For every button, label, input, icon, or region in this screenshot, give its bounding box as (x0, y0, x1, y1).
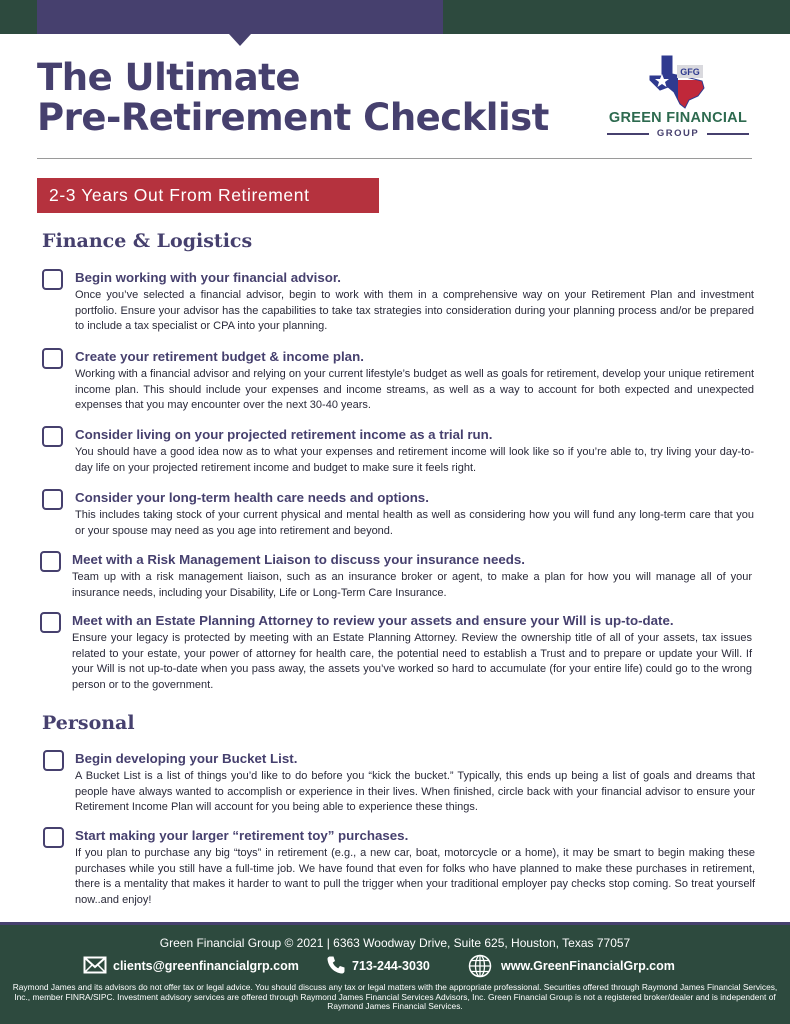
item-description: Working with a financial advisor and relying on your current lifestyle’s budget as well as goals for retirement, develop your unique retirement income plan. This should include your expenses and income streams, as well as a way to account for both expected and unexpected expenses that you may encounter over the next 30-40 years. (75, 368, 754, 412)
item-description: Once you’ve selected a financial advisor, begin to work with them in a comprehensive way on your Retirement Plan and investment portfolio. Ensure your advisor has the capabilities to take tax strategies into consideration during your planning process and/or be prepared to include a tax specialist or CPA into your planning. (75, 289, 754, 333)
item-description: Team up with a risk management liaison, such as an insurance broker or agent, to make a plan for how you will manage all of your insurance needs, including your Disability, Life or Long-Term Care Insurance. (72, 571, 752, 599)
item-title: Consider your long-term health care needs and options. (75, 490, 429, 505)
checklist-item (40, 551, 752, 601)
footer-accent-line (0, 922, 790, 925)
checklist-item (42, 489, 754, 539)
logo-company-name: GREEN FINANCIAL (608, 110, 748, 126)
page-title-line-1: The Ultimate (37, 56, 300, 99)
section-heading-personal: Personal (42, 712, 135, 734)
globe-icon (468, 954, 492, 978)
footer (0, 922, 790, 1024)
checklist-item (42, 269, 754, 335)
logo-monogram: GFG (680, 67, 700, 77)
checkbox[interactable] (42, 269, 63, 290)
top-tab-decoration (37, 0, 443, 34)
item-title: Meet with a Risk Management Liaison to discuss your insurance needs. (72, 552, 525, 567)
item-title: Consider living on your projected retirement income as a trial run. (75, 427, 493, 442)
footer-website: www.GreenFinancialGrp.com (501, 959, 675, 973)
item-description: You should have a good idea now as to what your expenses and retirement income will look like so if you’re able to, try living your day-to-day life on your projected retirement income and budget to make sure it feels right. (75, 446, 754, 474)
item-description: This includes taking stock of your current physical and mental health as well as considering how you will fund any long-term care that you or your spouse may need as you age into retirement and beyond. (75, 509, 754, 537)
phone-icon (326, 955, 346, 975)
item-description: Ensure your legacy is protected by meeting with an Estate Planning Attorney. Review the ownership title of all of your assets, tax issues related to your estate, your power of attorney for health care, the potential need to establish a Trust and to prepare or update your Will. If your Will is not up-to-date when you pass away, the assets you’ve worked so hard to accumulate (for your entire life) could go to the wrong person or to the government. (72, 632, 752, 691)
checklist-item (40, 612, 752, 694)
envelope-icon (83, 955, 107, 975)
item-title: Create your retirement budget & income plan. (75, 349, 364, 364)
header-divider (37, 158, 752, 159)
footer-phone-link[interactable] (326, 955, 446, 977)
checklist-item (43, 750, 755, 816)
checklist-item (43, 827, 755, 909)
checkbox[interactable] (42, 426, 63, 447)
item-title: Begin developing your Bucket List. (75, 751, 298, 766)
checkbox[interactable] (43, 750, 64, 771)
top-tab-notch (229, 34, 251, 46)
item-description: A Bucket List is a list of things you’d like to do before you “kick the bucket.” Typically, this ends up being a list of goals and dreams that people have always wanted to accomplish or experience in their lives. When finished, circle back with your financial advisor to ensure your Retirement Income Plan will account for you being able to experience these things. (75, 770, 755, 814)
item-title: Start making your larger “retirement toy” purchases. (75, 828, 409, 843)
checkbox[interactable] (43, 827, 64, 848)
logo-group-text: GROUP (656, 128, 700, 139)
checkbox[interactable] (40, 551, 61, 572)
footer-phone: 713-244-3030 (352, 959, 430, 973)
footer-email: clients@greenfinancialgrp.com (113, 959, 299, 973)
page-title (37, 58, 597, 138)
item-title: Begin working with your financial advisor. (75, 270, 341, 285)
footer-website-link[interactable] (468, 955, 698, 977)
footer-address: Green Financial Group © 2021 | 6363 Woodway Drive, Suite 625, Houston, Texas 77057 (159, 936, 631, 950)
footer-email-link[interactable] (83, 955, 313, 977)
item-description: If you plan to purchase any big “toys” in retirement (e.g., a new car, boat, motorcycle or a home), it may be smart to begin making these purchases while you still have a full-time job. We have found that even for folks who have planned to make these purchases in retirement, there is a mentality that makes it harder to want to pull the trigger when your traditional employer pay checks stop coming. So treat yourself now..and enjoy! (75, 847, 755, 906)
timeline-banner: 2-3 Years Out From Retirement (37, 178, 379, 213)
item-title: Meet with an Estate Planning Attorney to review your assets and ensure your Will is up-to-date. (72, 613, 674, 628)
footer-disclaimer: Raymond James and its advisors do not offer tax or legal advice. You should discuss any tax or legal matters with the appropriate professional. Securities offered through Raymond James Financial Services, Inc., member FINRA/SIPC. Investment advisory services are offered through Raymond James Financial Services Advisors, Inc. Green Financial Group is not a registered broker/dealer and is independent of Raymond James Financial Services. (12, 982, 778, 1012)
checklist-item (42, 426, 754, 476)
checkbox[interactable] (42, 348, 63, 369)
logo-rule-right (707, 133, 749, 135)
checklist-item (42, 348, 754, 414)
checkbox[interactable] (42, 489, 63, 510)
section-heading-finance: Finance & Logistics (42, 230, 253, 252)
company-logo (600, 52, 756, 142)
page-title-line-2: Pre-Retirement Checklist (37, 96, 549, 139)
texas-flag-icon (648, 54, 708, 110)
checkbox[interactable] (40, 612, 61, 633)
